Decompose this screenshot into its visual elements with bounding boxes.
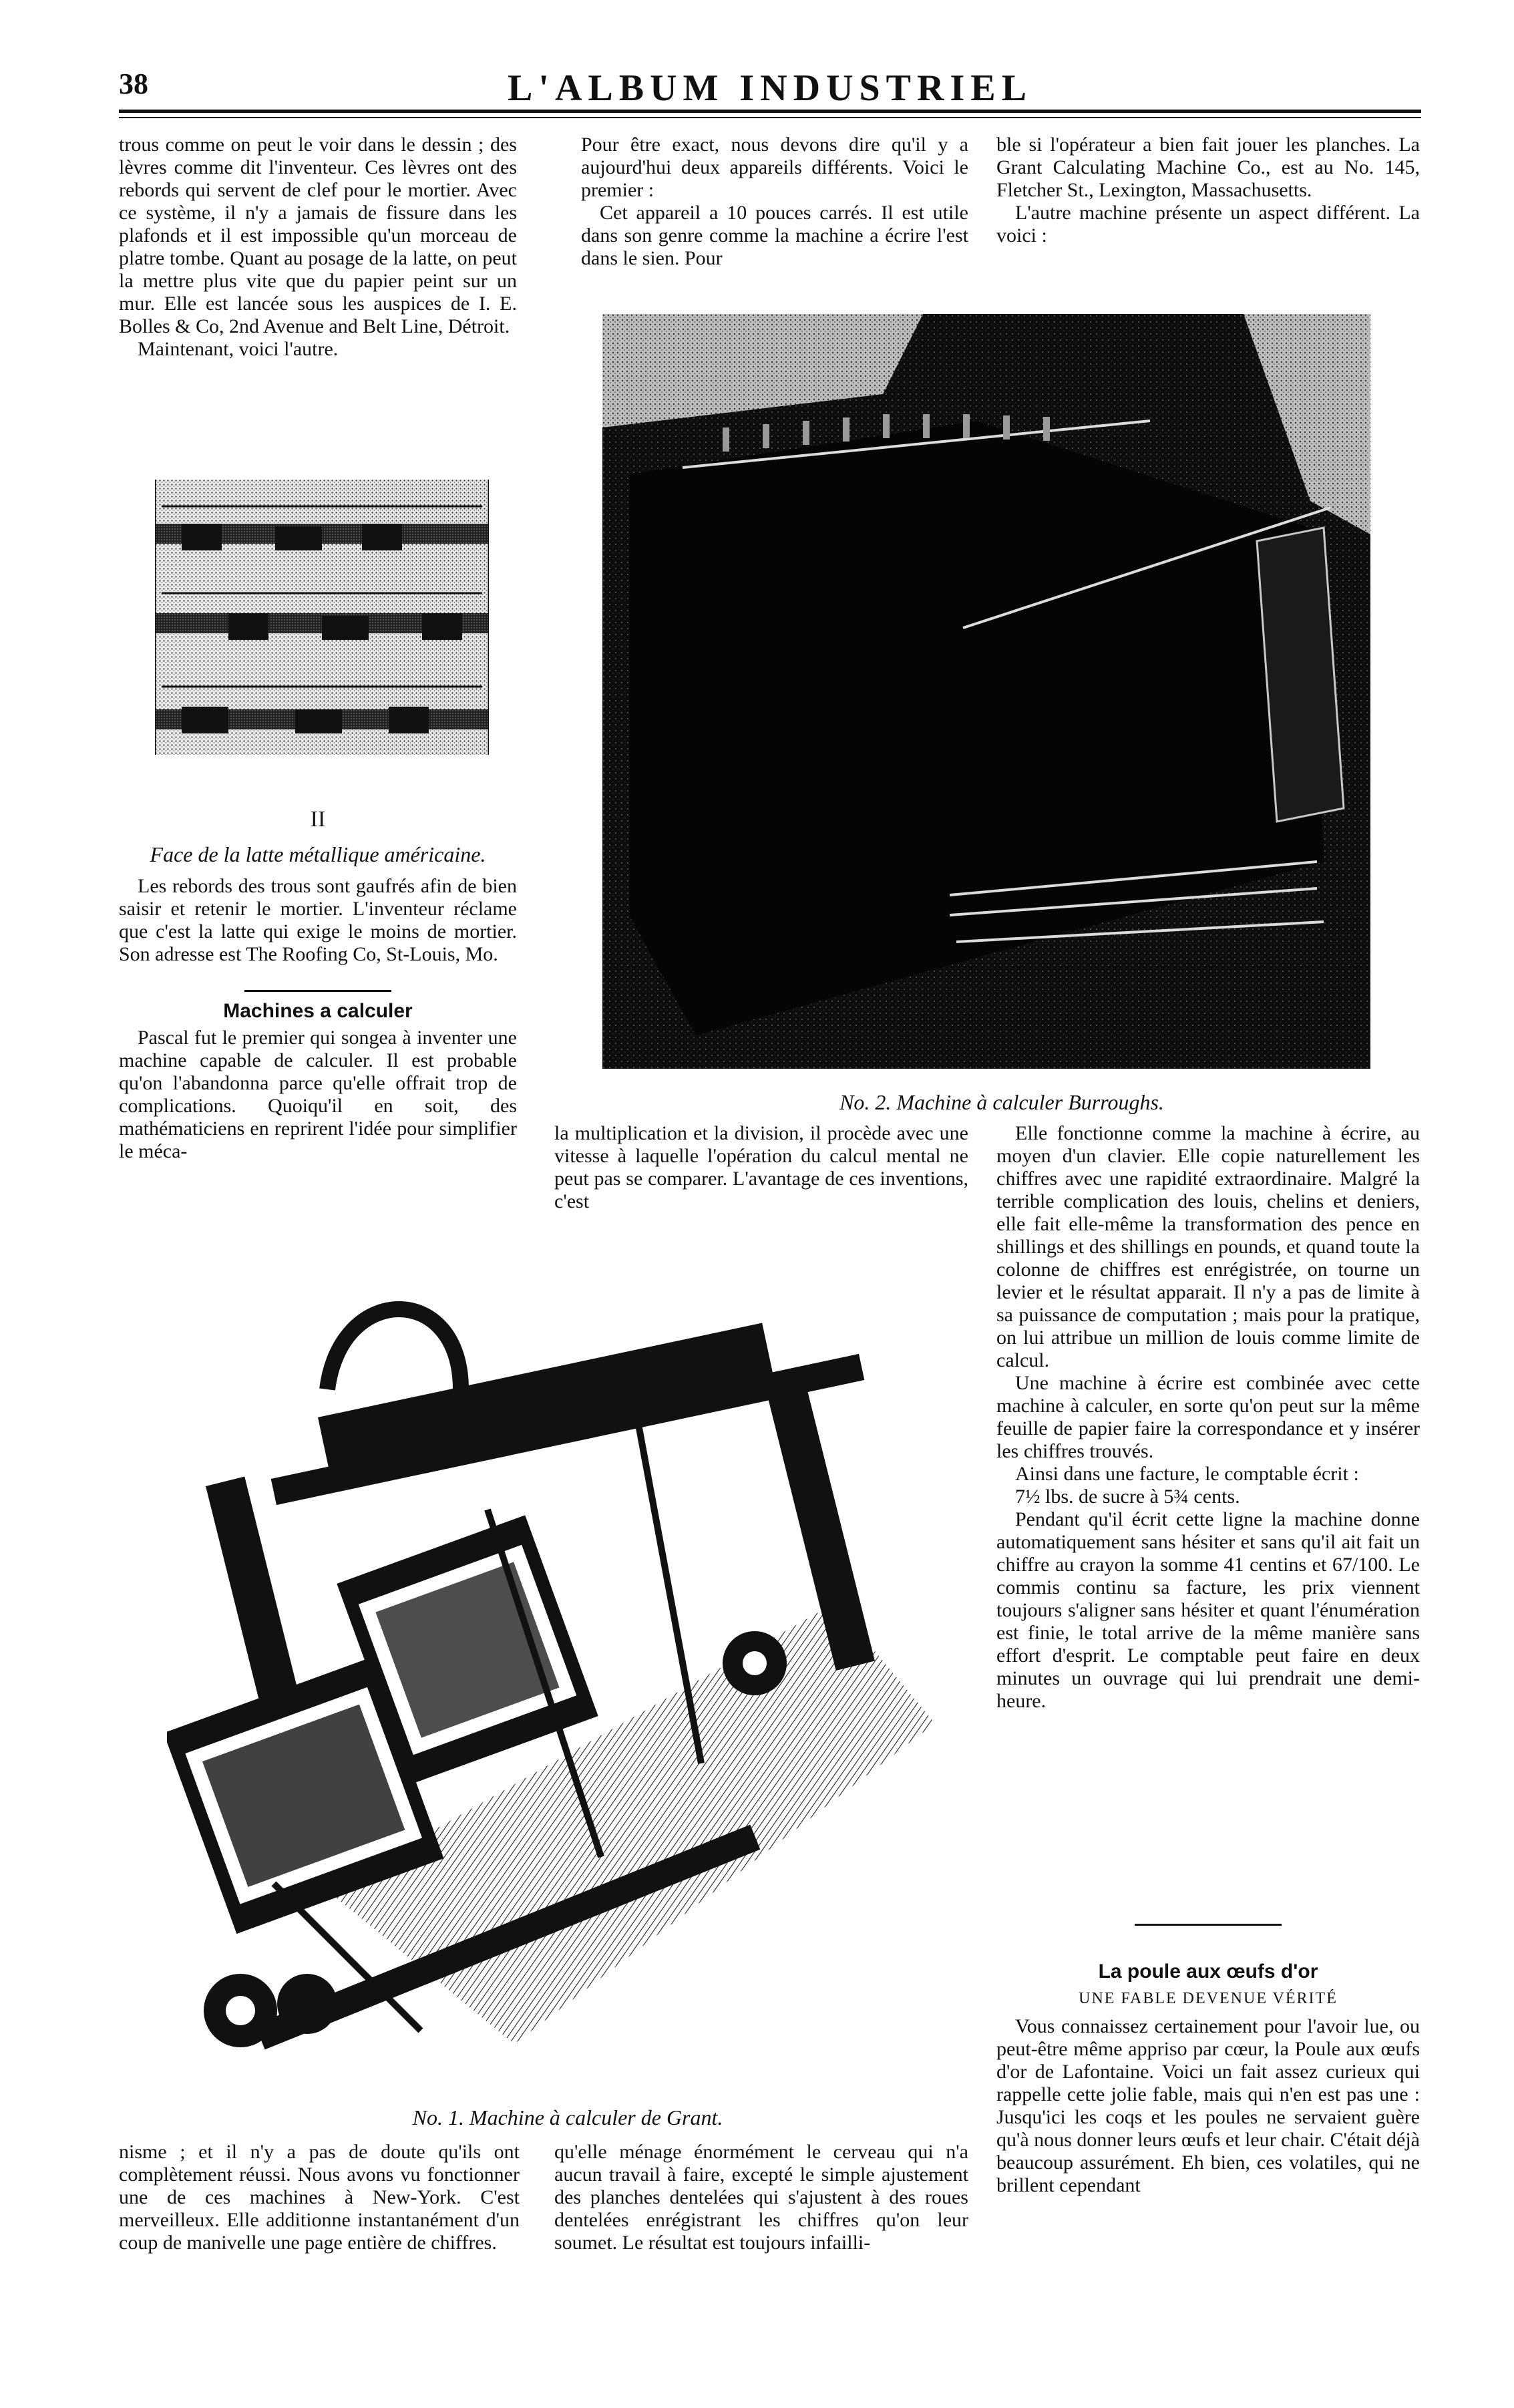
column-3-body — [996, 1122, 1420, 1713]
page-number: 38 — [119, 67, 148, 100]
figure-numeral: II — [310, 807, 326, 832]
lath-caption-block — [119, 808, 517, 1163]
paragraph: Pour être exact, nous devons dire qu'il y a aujourd'hui deux appareils différents. Voici le premier : — [581, 134, 968, 201]
burroughs-machine-photo — [602, 314, 1370, 1069]
paragraph: Une machine à écrire est combinée avec cette machine à calculer, en sorte qu'on peut sur la même feuille de papier faire la correspondance et y insérer les chiffres trouvés. — [996, 1372, 1420, 1462]
paragraph: ble si l'opérateur a bien fait jouer les planches. La Grant Calculating Machine Co., est au No. 145, Fletcher St., Lexington, Massachusetts. — [996, 134, 1420, 201]
paragraph: 7½ lbs. de sucre à 5¾ cents. — [1015, 1486, 1240, 1508]
paragraph: la multiplication et la division, il procède avec une vitesse à laquelle l'opération du calcul mental ne peut pas se comparer. L'avantage de ces inventions, c'est — [554, 1122, 968, 1212]
paragraph: Ainsi dans une facture, le comptable écrit : — [1015, 1463, 1359, 1485]
paragraph: Pascal fut le premier qui songea à inventer une machine capable de calculer. Il est probable qu'on l'abandonna parce qu'elle offrait trop de complications. Quoiqu'il en soit, des mathématiciens en reprirent l'idée pour simplifier le méca- — [119, 1027, 517, 1162]
paragraph: Maintenant, voici l'autre. — [138, 338, 339, 360]
poule-section — [996, 1924, 1420, 2197]
column-2-top — [581, 134, 968, 270]
lath-caption: Face de la latte métallique américaine. — [150, 842, 486, 866]
grant-machine-engraving — [167, 1256, 942, 2091]
column-3-top — [996, 134, 1420, 247]
paragraph: trous comme on peut le voir dans le dessin ; des lèvres comme dit l'inventeur. Ces lèvres ont des rebords qui servent de clef pour le mortier. Avec ce système, il n'y a jamais de fissure dans les plafonds et il est impossible qu'un morceau de platre tombe. Quant au posage de la latte, on peut la mettre plus vite que du papier peint sur un mur. Elle est lancée sous les auspices de I. E. Bolles & Co, 2nd Avenue and Belt Line, Détroit. — [119, 134, 517, 337]
figure-1-caption: No. 1. Machine à calculer de Grant. — [412, 2105, 723, 2129]
paragraph: Pendant qu'il écrit cette ligne la machine donne automatiquement sans hésiter et sans qu'il ait fait un chiffre au crayon la somme 41 centins et 67/100. Le commis continu sa facture, les prix viennent toujours s'aligner sans hésiter et quant l'énumération est finie, le total arrive de la même manière sans effort d'esprit. Le comptable peut faire en deux minutes un ouvrage qui lui prendrait une demi-heure. — [996, 1508, 1420, 1712]
paragraph: Vous connaissez certainement pour l'avoir lue, ou peut-être même appriso par cœur, la Poule aux œufs d'or de Lafontaine. Voici un fait assez curieux qui rappelle cette jolie fable, mais qui n'en est pas une : Jusqu'ici les coqs et les poules ne servaient guère qu'à nous donner leurs œufs et leur chair. C'était déjà beaucoup assurément. Eh bien, ces volatiles, qui ne brillent cependant — [996, 2015, 1420, 2196]
journal-title: L'ALBUM INDUSTRIEL — [508, 67, 1032, 109]
lath-description: Les rebords des trous sont gaufrés afin de bien saisir et retenir le mortier. L'inventeur réclame que c'est la latte qui exige le moins de mortier. Son adresse est The Roofing Co, St-Louis, Mo. — [119, 875, 517, 965]
header-rule — [119, 110, 1421, 113]
section-subtitle: UNE FABLE DEVENUE VÉRITÉ — [1079, 1990, 1338, 2007]
column-1-bottom — [119, 2141, 520, 2254]
paragraph: nisme ; et il n'y a pas de doute qu'ils ont complètement réussi. Nous avons vu fonctionner une de ces machines à New-York. C'est merveilleux. Elle additionne instantanément d'un coup de manivelle une page entière de chiffres. — [119, 2141, 520, 2254]
header-rule-thin — [119, 117, 1421, 118]
section-title-poule: La poule aux œufs d'or — [1098, 1960, 1318, 1983]
page-header — [119, 67, 1421, 107]
paragraph: L'autre machine présente un aspect différent. La voici : — [996, 202, 1420, 246]
column-2-bottom — [554, 2141, 968, 2254]
section-divider — [244, 990, 391, 992]
paragraph: Cet appareil a 10 pouces carrés. Il est utile dans son genre comme la machine a écrire l'est dans le sien. Pour — [581, 202, 968, 269]
paragraph: Elle fonctionne comme la machine à écrire, au moyen d'un clavier. Elle copie naturellement les chiffres avec une rapidité extraordinaire. Malgré la terrible complication des louis, chelins et deniers, elle fait elle-même la transformation des pence en shillings et des shillings en pounds, et quand toute la colonne de chiffres est enrégistrée, on tourne un levier et le résultat apparait. Il n'y a pas de limite à sa puissance de computation ; mais pour la pratique, on lui attribue un million de louis comme limite de calcul. — [996, 1122, 1420, 1371]
paragraph: qu'elle ménage énormément le cerveau qui n'a aucun travail à faire, excepté le simple ajustement des planches dentelées qui s'ajustent à des roues dentelées enrégistrant les chiffres qu'on leur soumet. Le résultat est toujours infailli- — [554, 2141, 968, 2254]
column-2-middle — [554, 1122, 968, 1213]
section-title-machines: Machines a calculer — [223, 1000, 413, 1022]
column-1-top — [119, 134, 517, 361]
lath-illustration — [155, 480, 489, 755]
section-divider — [1135, 1924, 1282, 1926]
figure-2-caption: No. 2. Machine à calculer Burroughs. — [839, 1090, 1164, 1114]
